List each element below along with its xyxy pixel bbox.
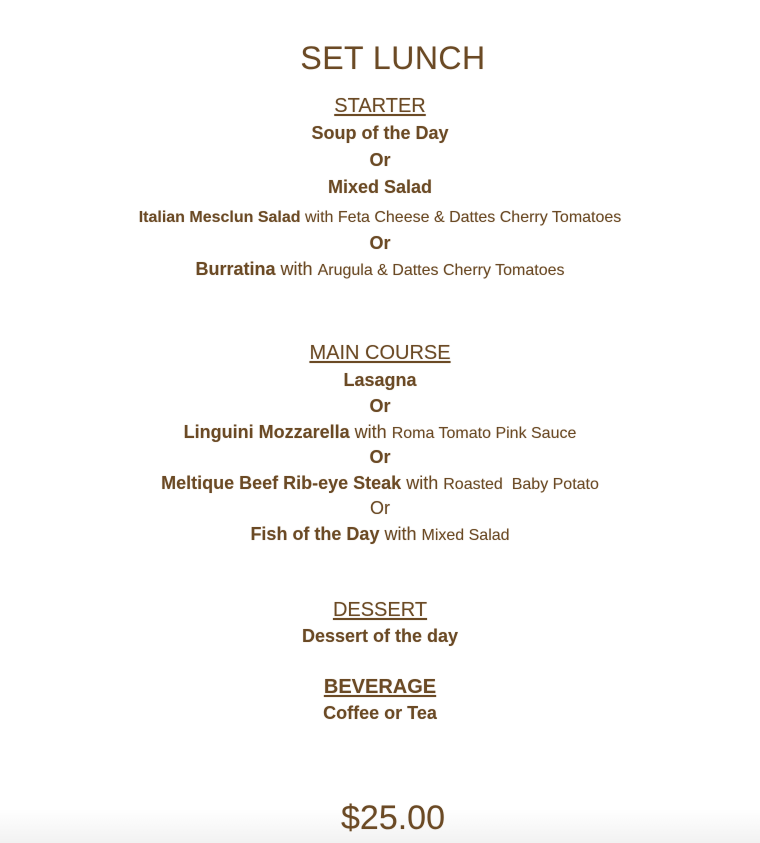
steak-with: with — [406, 473, 439, 493]
italian-salad-with: with — [304, 209, 334, 226]
starter-heading: STARTER — [334, 95, 426, 117]
main-or-1: Or — [369, 396, 391, 416]
burratina-desc: Arugula & Dattes Cherry Tomatoes — [317, 262, 565, 279]
main-or-2: Or — [369, 447, 391, 467]
beverage-item: Coffee or Tea — [323, 703, 437, 723]
main-course-heading: MAIN COURSE — [309, 342, 451, 364]
starter-or-1: Or — [369, 150, 391, 170]
dessert-heading: DESSERT — [332, 599, 428, 621]
beverage-heading: BEVERAGE — [323, 676, 437, 698]
main-or-3: Or — [370, 498, 390, 518]
starter-or-2: Or — [369, 233, 391, 253]
fish-desc: Mixed Salad — [421, 527, 510, 544]
starter-mixed-salad: Mixed Salad — [327, 177, 433, 197]
linguini-desc: Roma Tomato Pink Sauce — [391, 425, 577, 442]
linguini-with: with — [354, 422, 387, 442]
starter-soup: Soup of the Day — [311, 123, 449, 143]
starter-burratina — [0, 257, 760, 283]
main-linguini — [0, 420, 760, 446]
main-lasagna: Lasagna — [343, 370, 417, 390]
main-steak — [0, 471, 760, 497]
fish-name: Fish of the Day — [250, 524, 380, 544]
steak-name: Meltique Beef Rib-eye Steak — [161, 473, 402, 493]
starter-italian-salad — [0, 206, 760, 230]
fish-with: with — [384, 524, 417, 544]
burratina-with: with — [280, 259, 313, 279]
menu-price: $25.00 — [341, 799, 445, 837]
burratina-name: Burratina — [195, 259, 276, 279]
dessert-item: Dessert of the day — [301, 626, 459, 646]
main-fish — [0, 522, 760, 548]
steak-desc: Roasted Baby Potato — [443, 476, 599, 493]
menu-title: SET LUNCH — [300, 40, 486, 76]
italian-salad-name: Italian Mesclun Salad — [138, 209, 301, 226]
italian-salad-desc: Feta Cheese & Dattes Cherry Tomatoes — [337, 209, 622, 226]
linguini-name: Linguini Mozzarella — [183, 422, 350, 442]
